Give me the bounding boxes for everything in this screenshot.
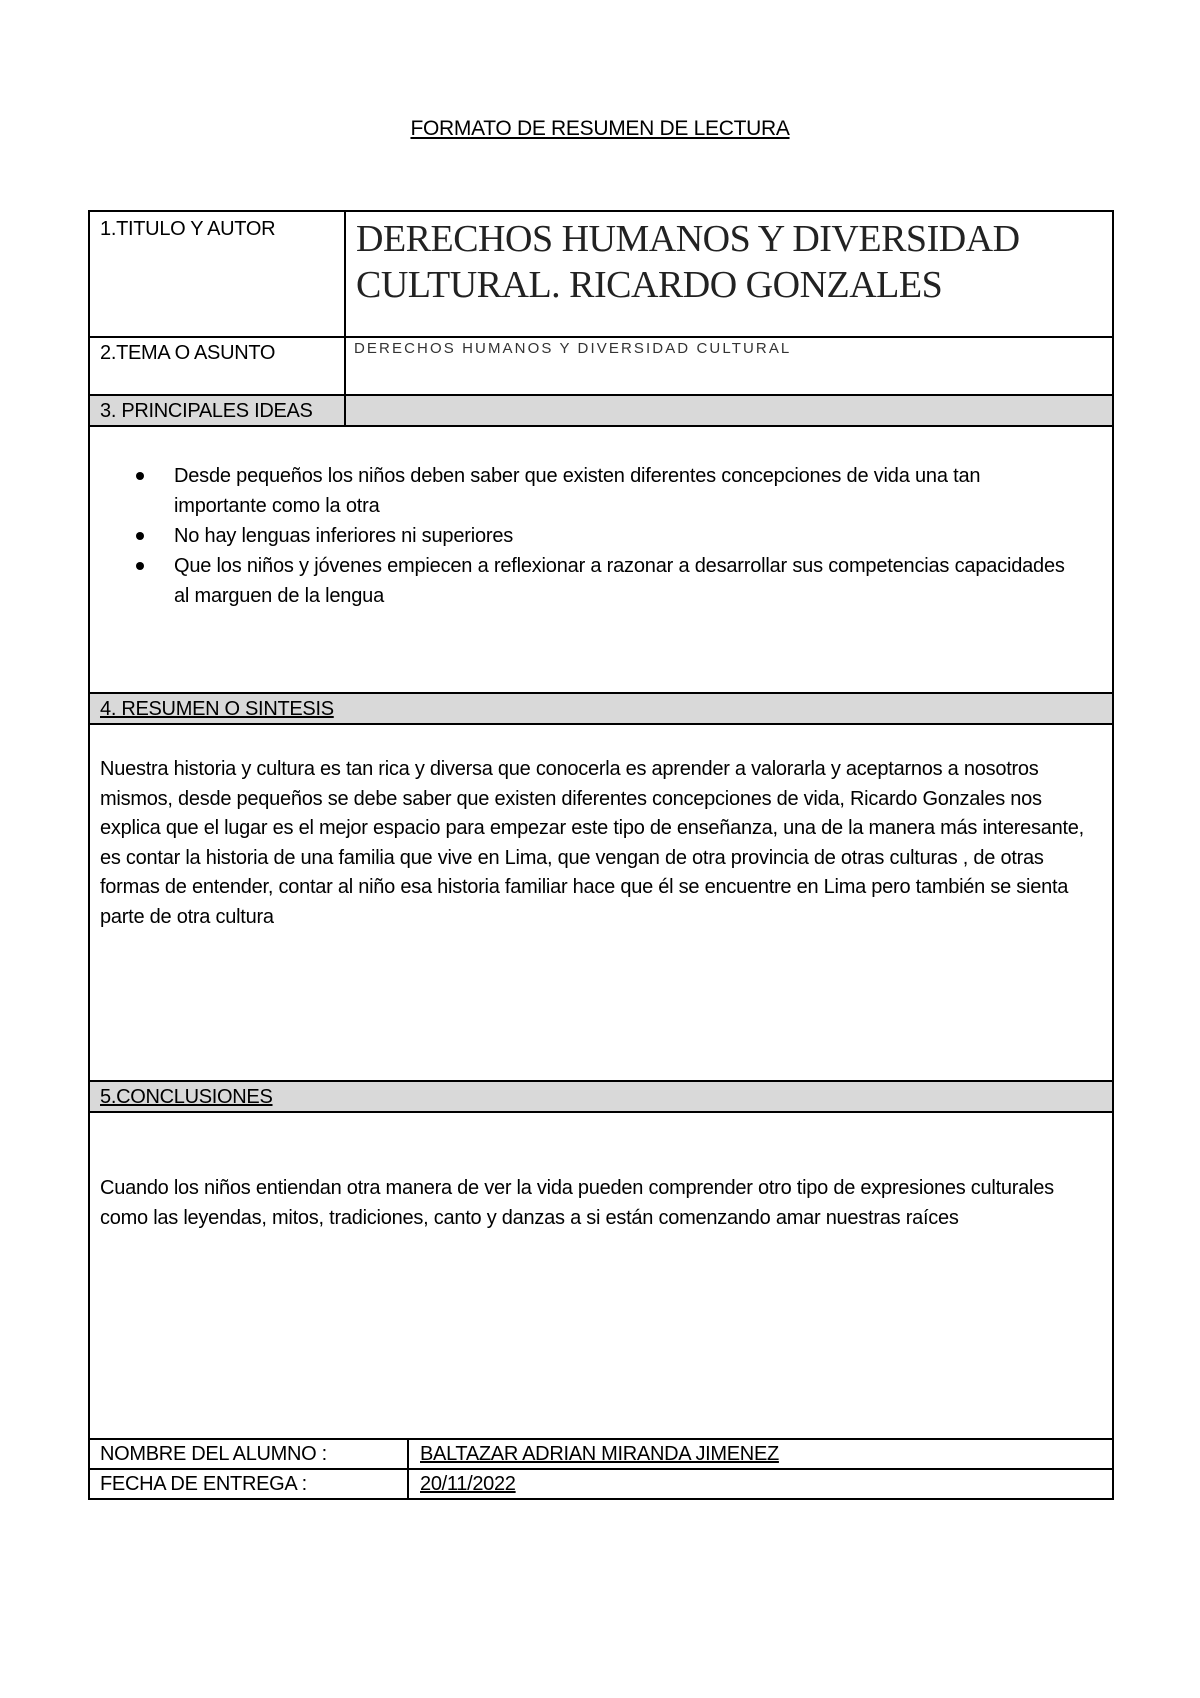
bullet-icon <box>136 562 144 570</box>
titulo-autor-value: DERECHOS HUMANOS Y DIVERSIDAD CULTURAL. RICARDO GONZALES <box>356 218 1020 306</box>
row-divider <box>90 336 1112 338</box>
fecha-value: 20/11/2022 <box>420 1473 516 1495</box>
resumen-label: 4. RESUMEN O SINTESIS <box>100 698 334 720</box>
idea-text: Que los niños y jóvenes empiecen a reflexionar a razonar a desarrollar sus competencias capacidades al marguen de la lengua <box>174 555 1065 607</box>
tema-asunto-value: DERECHOS HUMANOS Y DIVERSIDAD CULTURAL <box>354 340 792 357</box>
row-divider <box>90 1438 1112 1440</box>
conclusiones-text: Cuando los niños entiendan otra manera de ver la vida pueden comprender otro tipo de expresiones culturales como las leyendas, mitos, tradiciones, canto y danzas a si están comenzando amar nuestras raíces <box>100 1177 1054 1229</box>
idea-text: No hay lenguas inferiores ni superiores <box>174 525 514 547</box>
list-item <box>136 461 1076 521</box>
principales-ideas-label: 3. PRINCIPALES IDEAS <box>100 400 313 422</box>
document-title: FORMATO DE RESUMEN DE LECTURA <box>410 117 790 140</box>
principales-ideas-body <box>90 427 1112 692</box>
row-divider <box>90 1468 1112 1470</box>
reading-summary-table <box>88 210 1114 1500</box>
list-item <box>136 521 1076 551</box>
alumno-value: BALTAZAR ADRIAN MIRANDA JIMENEZ <box>420 1443 779 1465</box>
row-divider <box>90 1080 1112 1082</box>
resumen-text: Nuestra historia y cultura es tan rica y diversa que conocerla es aprender a valorarla y aceptarnos a nosotros mismos, desde pequeños se debe saber que existen diferentes concepciones de vida, Ricardo Gonzales nos explica que el lugar es el mejor espacio para empezar este tipo de enseñanza, una de la manera más interesante, es contar la historia de una familia que vive en Lima, que vengan de otra provincia de otras culturas , de otras formas de entender, contar al niño esa historia familiar hace que él se encuentre en Lima pero también se sienta parte de otra cultura <box>100 758 1084 928</box>
row-divider <box>90 1111 1112 1113</box>
ideas-list <box>136 461 1076 611</box>
idea-text: Desde pequeños los niños deben saber que existen diferentes concepciones de vida una tan importante como la otra <box>174 465 981 517</box>
bullet-icon <box>136 532 144 540</box>
row-divider <box>90 692 1112 694</box>
tema-asunto-label: 2.TEMA O ASUNTO <box>100 342 276 364</box>
titulo-autor-label: 1.TITULO Y AUTOR <box>100 218 276 240</box>
conclusiones-label: 5.CONCLUSIONES <box>100 1086 273 1108</box>
fecha-label: FECHA DE ENTREGA : <box>100 1473 307 1495</box>
alumno-label: NOMBRE DEL ALUMNO : <box>100 1443 327 1465</box>
column-divider <box>407 1438 409 1498</box>
list-item <box>136 551 1076 611</box>
row-divider <box>90 394 1112 396</box>
column-divider <box>344 212 346 425</box>
bullet-icon <box>136 472 144 480</box>
row-divider <box>90 723 1112 725</box>
